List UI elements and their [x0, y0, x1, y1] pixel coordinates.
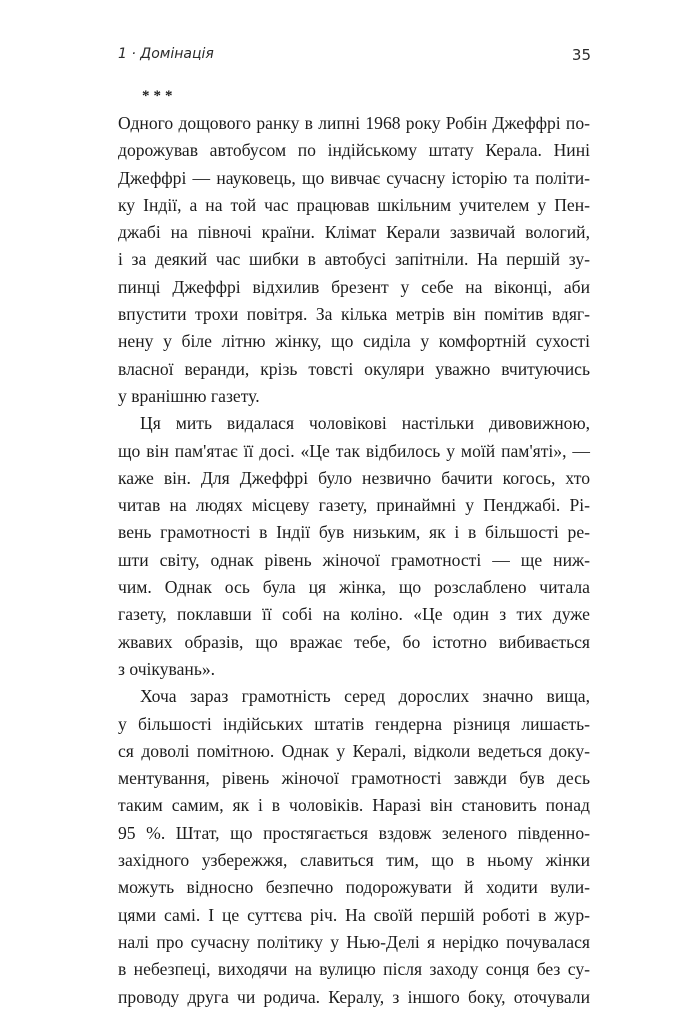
text-line: 95 %. Штат, що простягається вздовж зеленого південно- — [118, 822, 590, 843]
text-line: налі про сучасну політику у Нью-Делі я нерідко почувалася — [118, 931, 590, 952]
text-line: ментування, рівень жіночої грамотності завжди був десь — [118, 768, 590, 789]
text-line: джабі на півночі країни. Клімат Керали зазвичай вологий, — [118, 222, 590, 243]
section-separator: *** — [142, 88, 177, 104]
page-header — [118, 46, 591, 70]
text-line: у більшості індійських штатів гендерна різниця лишаєть- — [118, 713, 590, 734]
text-line: таким самим, як і в чоловіків. Наразі він становить понад — [118, 795, 590, 816]
text-line: шти світу, однак рівень жіночої грамотності — ще ниж- — [118, 549, 590, 570]
text-line: проводу друга чи родича. Кералу, з іншого боку, оточували — [118, 986, 590, 1007]
text-line: пинці Джеффрі відхилив брезент у себе на віконці, аби — [118, 276, 590, 297]
text-line: власної веранди, крізь товсті окуляри уважно вчитуючись — [118, 358, 590, 379]
text-line: Ця мить видалася чоловікові настільки дивовижною, — [140, 413, 590, 434]
text-line: Хоча зараз грамотність серед дорослих значно вища, — [140, 686, 590, 707]
text-line: нену у біле літню жінку, що сиділа у комфортній сухості — [118, 331, 590, 352]
text-line: жвавих образів, що вражає тебе, бо істотно вибивається — [118, 631, 590, 652]
text-line: каже він. Для Джеффрі було незвично бачити когось, хто — [118, 467, 590, 488]
text-line: і за деякий час шибки в автобусі запітніли. На першій зу- — [118, 249, 590, 270]
text-line: впустити трохи повітря. За кілька метрів він помітив вдяг- — [118, 304, 590, 325]
page-number: 35 — [571, 46, 591, 64]
text-line: можуть відносно безпечно подорожувати й ходити вули- — [118, 877, 590, 898]
text-line: газету, поклавши її собі на коліно. «Це один з тих дуже — [118, 604, 590, 625]
running-head: 1 · Домінація — [118, 46, 214, 62]
text-line: у вранішню газету. — [118, 385, 260, 406]
text-line: західного узбережжя, славиться тим, що в ньому жінки — [118, 850, 590, 871]
text-line: ся доволі помітною. Однак у Кералі, відколи ведеться доку- — [118, 740, 590, 761]
text-line: Джеффрі — науковець, що вивчає сучасну історію та політи- — [118, 167, 590, 188]
text-line: дорожував автобусом по індійському штату Керала. Нині — [118, 140, 590, 161]
text-line: Одного дощового ранку в липні 1968 року Робін Джеффрі по- — [118, 113, 590, 133]
text-line: читав на людях місцеву газету, принаймні у Пенджабі. Рі- — [118, 495, 590, 516]
text-line: що він пам'ятає її досі. «Це так відбилось у моїй пам'яті», — — [118, 440, 590, 461]
body-text — [118, 110, 590, 1011]
text-line: цями самі. І це суттєва річ. На своїй першій роботі в жур- — [118, 904, 590, 925]
text-line: ку Індії, а на той час працював шкільним учителем у Пен- — [118, 194, 590, 215]
text-line: в небезпеці, виходячи на вулицю після заходу сонця без су- — [118, 959, 590, 980]
text-line: чим. Однак ось була ця жінка, що розслаблено читала — [118, 577, 590, 598]
text-line: з очікувань». — [118, 658, 216, 679]
text-line: вень грамотності в Індії був низьким, як і в більшості ре- — [118, 522, 590, 543]
